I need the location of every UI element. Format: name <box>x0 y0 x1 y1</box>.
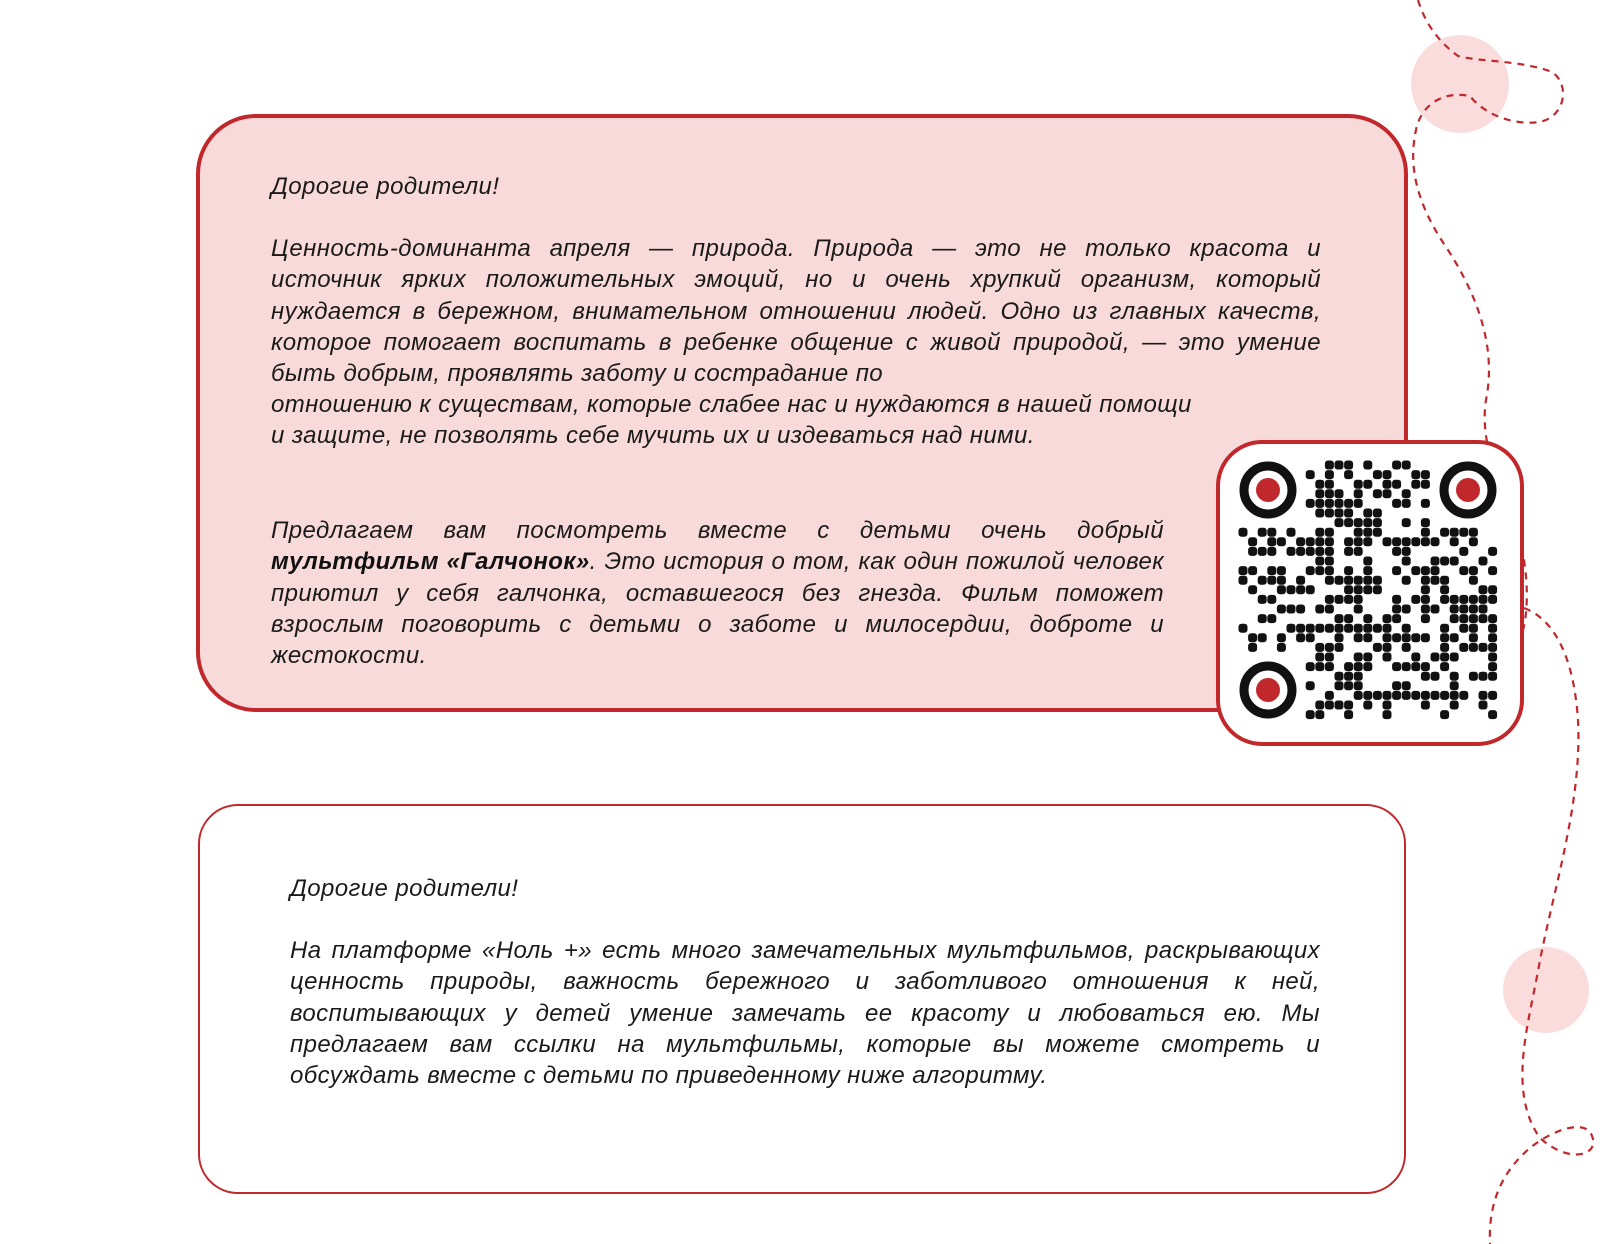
decorative-circle-bottom <box>1503 947 1589 1033</box>
paragraph-platform-cartoons: На платформе «Ноль +» есть много замечательных мультфильмов, раскрывающих ценность природы, важность бережного и заботливого отношения к ней, воспитывающих у детей умение замечать ее красоту и любоваться ею. Мы предлагаем вам ссылки на мультфильмы, которые вы можете смотреть и обсуждать вместе с детьми по приведенному ниже алгоритму. <box>290 937 1320 1090</box>
greeting-heading-2: Дорогие родители! <box>290 875 519 902</box>
cartoon-description: . Это история о том, как один пожилой человек приютил у себя галчонка, оставшегося без гнезда. Фильм поможет взрослым поговорить с детьми о заботе и милосердии, доброте и жестокости. <box>271 548 1164 670</box>
cartoon-intro-text: Предлагаем вам посмотреть вместе с детьми очень добрый <box>271 517 1164 544</box>
decorative-circle-top <box>1411 35 1509 133</box>
paragraph-nature-value-tail: отношению к существам, которые слабее нас и нуждаются в нашей помощи и защите, не позволять себе мучить их и издеваться над ними. <box>271 391 1192 450</box>
paragraph-cartoon-suggestion <box>271 515 1164 671</box>
paragraph-nature-value: Ценность-доминанта апреля — природа. Природа — это не только красота и источник ярких положительных эмоций, но и очень хрупкий организм, который нуждается в бережном, внимательном отношении людей. Одно из главных качеств, которое помогает воспитать в ребенке общение с живой природой, — это умение быть добрым, проявлять заботу и сострадание по <box>271 235 1321 388</box>
cartoon-title: мультфильм «Галчонок» <box>271 548 590 576</box>
qr-code-icon <box>1238 460 1506 728</box>
greeting-heading: Дорогие родители! <box>271 173 500 200</box>
qr-code-card[interactable] <box>1216 440 1524 746</box>
